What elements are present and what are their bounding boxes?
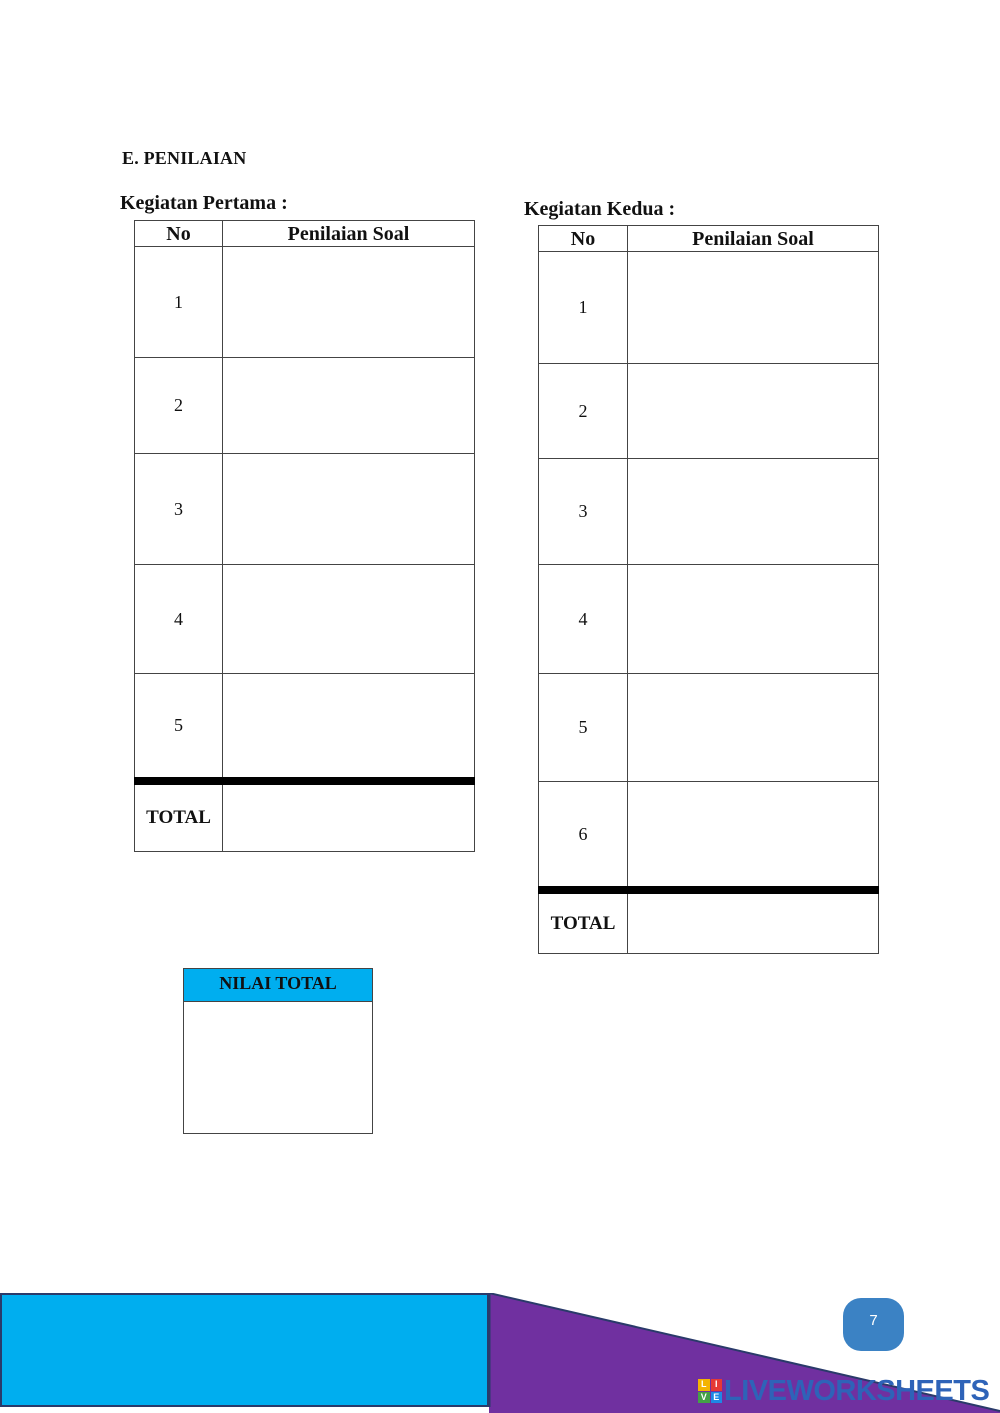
total-label: TOTAL xyxy=(539,893,628,954)
score-cell[interactable] xyxy=(628,252,879,364)
watermark-text: LIVEWORKSHEETS xyxy=(724,1374,990,1407)
liveworksheets-logo-icon: L I V E xyxy=(698,1379,722,1403)
header-score: Penilaian Soal xyxy=(628,226,879,252)
table-row xyxy=(135,674,475,780)
page-number-badge: 7 xyxy=(843,1298,904,1351)
total-row xyxy=(539,893,879,954)
score-cell[interactable] xyxy=(628,364,879,459)
header-no: No xyxy=(135,221,223,247)
table-row xyxy=(135,454,475,565)
liveworksheets-watermark xyxy=(698,1376,989,1406)
nilai-total-value-cell[interactable] xyxy=(184,1002,372,1132)
header-score: Penilaian Soal xyxy=(223,221,475,247)
total-row xyxy=(135,784,475,852)
table-row xyxy=(539,674,879,782)
score-cell[interactable] xyxy=(628,565,879,674)
row-number: 4 xyxy=(135,565,223,674)
nilai-total-label: NILAI TOTAL xyxy=(184,969,372,1002)
score-cell[interactable] xyxy=(223,565,475,674)
row-number: 2 xyxy=(539,364,628,459)
header-no: No xyxy=(539,226,628,252)
activity1-table xyxy=(134,220,475,852)
row-number: 1 xyxy=(539,252,628,364)
total-cell[interactable] xyxy=(223,784,475,852)
score-cell[interactable] xyxy=(223,674,475,780)
activity1-title: Kegiatan Pertama : xyxy=(120,192,288,214)
table-header-row xyxy=(539,226,879,252)
section-title: E. PENILAIAN xyxy=(122,148,247,168)
score-cell[interactable] xyxy=(628,674,879,782)
activity2-title: Kegiatan Kedua : xyxy=(524,198,676,220)
row-number: 1 xyxy=(135,247,223,358)
footer-blue-band xyxy=(0,1293,489,1407)
table-row xyxy=(539,565,879,674)
table-row xyxy=(539,782,879,889)
row-number: 6 xyxy=(539,782,628,889)
table-row xyxy=(539,459,879,565)
total-label: TOTAL xyxy=(135,784,223,852)
score-cell[interactable] xyxy=(223,454,475,565)
score-cell[interactable] xyxy=(223,358,475,454)
score-cell[interactable] xyxy=(223,247,475,358)
row-number: 5 xyxy=(539,674,628,782)
row-number: 2 xyxy=(135,358,223,454)
table-row xyxy=(135,247,475,358)
table-row xyxy=(135,565,475,674)
row-number: 4 xyxy=(539,565,628,674)
nilai-total-box xyxy=(183,968,373,1134)
table-row xyxy=(539,252,879,364)
row-number: 3 xyxy=(135,454,223,565)
table-header-row xyxy=(135,221,475,247)
row-number: 3 xyxy=(539,459,628,565)
row-number: 5 xyxy=(135,674,223,780)
total-cell[interactable] xyxy=(628,893,879,954)
activity2-table xyxy=(538,225,879,954)
table-row xyxy=(135,358,475,454)
score-cell[interactable] xyxy=(628,782,879,889)
table-row xyxy=(539,364,879,459)
score-cell[interactable] xyxy=(628,459,879,565)
